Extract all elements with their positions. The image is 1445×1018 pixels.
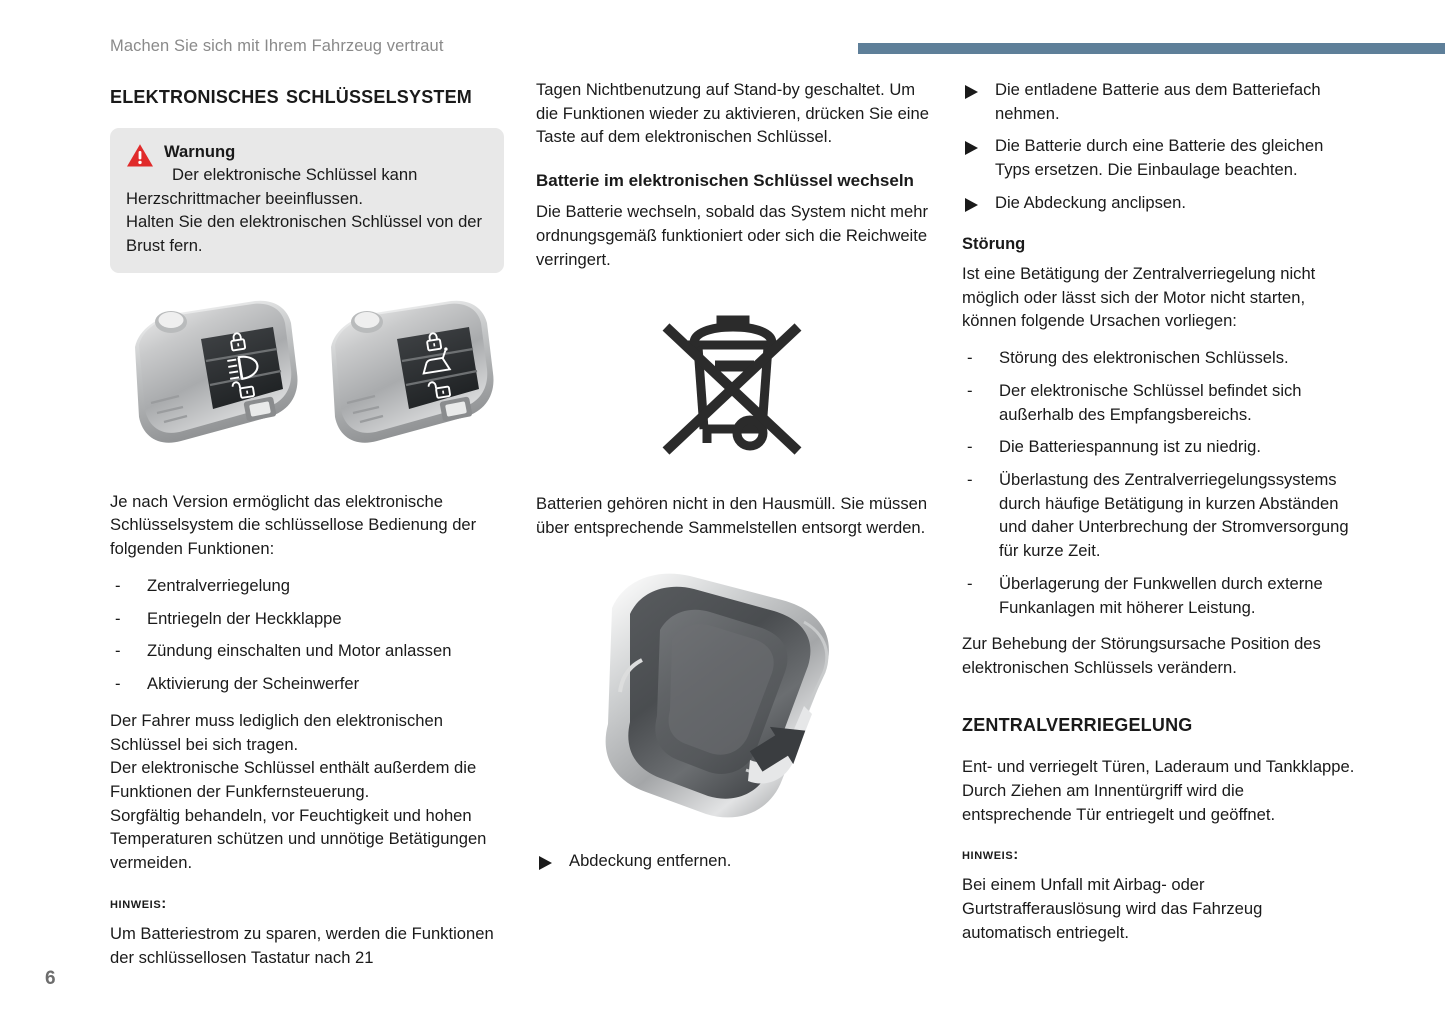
figure-weee-symbol xyxy=(536,311,930,466)
figure-two-key-fobs xyxy=(110,295,504,470)
warning-line-2: Herzschrittmacher beeinflussen. xyxy=(126,188,364,208)
list-item: - Zündung einschalten und Motor anlassen xyxy=(110,639,504,663)
subheading-battery-change: Batterie im elektronischen Schlüssel wechseln xyxy=(536,171,914,191)
warning-header-row xyxy=(126,141,488,187)
section-title-electronic-key-system: elektronisches schlüsselsystem xyxy=(110,81,472,109)
keyless-functions-list xyxy=(110,574,504,696)
page-running-header xyxy=(110,32,1445,60)
list-item: - Der elektronische Schlüssel befindet sich außerhalb des Empfangsbereichs. xyxy=(962,379,1356,426)
driver-paragraph-3: Sorgfältig behandeln, vor Feuchtigkeit und hohen Temperaturen schützen und unnötige Betätigungen vermeiden. xyxy=(110,805,487,873)
column-three xyxy=(962,78,1356,958)
warning-title-and-first-line xyxy=(164,141,417,187)
list-item: - Zentralverriegelung xyxy=(110,574,504,598)
page-body-columns xyxy=(0,78,1445,968)
note-text: Um Batteriestrom zu sparen, werden die Funktionen der schlüssellosen Tastatur nach 21 xyxy=(110,923,494,967)
list-item: Die entladene Batterie aus dem Batteriefach nehmen. xyxy=(962,78,1356,125)
page-number: 6 xyxy=(45,968,56,989)
list-item: - Entriegeln der Heckklappe xyxy=(110,607,504,631)
list-item: Die Batterie durch eine Batterie des gleichen Typs ersetzen. Die Einbaulage beachten. xyxy=(962,134,1356,181)
fault-intro-paragraph: Ist eine Betätigung der Zentralverriegelung nicht möglich oder lässt sich der Motor nicht starten, können folgende Ursachen vorliegen: xyxy=(962,264,1316,331)
list-item: - Aktivierung der Scheinwerfer xyxy=(110,672,504,696)
note-label: hinweis: xyxy=(110,894,167,912)
list-item: Die Abdeckung anclipsen. xyxy=(962,191,1356,215)
column-two xyxy=(536,78,930,873)
note-label: hinweis: xyxy=(962,846,1019,864)
warning-line-3: Halten Sie den elektronischen Schlüssel von der Brust fern. xyxy=(126,212,483,256)
crossed-out-wheelie-bin-icon xyxy=(658,311,808,461)
battery-change-paragraph: Die Batterie wechseln, sobald das System nicht mehr ordnungsgemäß funktioniert oder sich die Reichweite verringert. xyxy=(536,202,928,269)
header-chapter-title: Machen Sie sich mit Ihrem Fahrzeug vertraut xyxy=(110,37,444,55)
warning-line-1: Der elektronische Schlüssel kann xyxy=(172,164,418,184)
note-text: Bei einem Unfall mit Airbag- oder Gurtstrafferauslösung wird das Fahrzeug automatisch entriegelt. xyxy=(962,875,1263,942)
fault-causes-list xyxy=(962,346,1356,619)
battery-disposal-paragraph: Batterien gehören nicht in den Hausmüll. Sie müssen über entsprechende Sammelstellen entsorgt werden. xyxy=(536,494,928,538)
two-key-fobs-illustration xyxy=(117,295,497,465)
standby-continuation-paragraph: Tagen Nichtbenutzung auf Stand-by geschaltet. Um die Funktionen wieder zu aktivieren, drücken Sie eine Taste auf dem elektronischen Schlüssel. xyxy=(536,80,929,147)
header-accent-rule xyxy=(858,43,1445,54)
driver-paragraph-2: Der elektronische Schlüssel enthält außerdem die Funktionen der Funkfernsteuerung. xyxy=(110,758,477,801)
list-item: - Störung des elektronischen Schlüssels. xyxy=(962,346,1356,370)
list-item: - Die Batteriespannung ist zu niedrig. xyxy=(962,435,1356,459)
column-one xyxy=(110,78,504,982)
fault-remedy-paragraph: Zur Behebung der Störungsursache Position des elektronischen Schlüssels verändern. xyxy=(962,634,1321,678)
battery-replacement-steps xyxy=(962,78,1356,215)
figure-caption-remove-cover: Abdeckung entfernen. xyxy=(536,849,930,873)
driver-paragraph-1: Der Fahrer muss lediglich den elektronischen Schlüssel bei sich tragen. xyxy=(110,710,443,754)
subheading-fault: Störung xyxy=(962,234,1026,253)
section-title-central-locking: zentralverriegelung xyxy=(962,708,1193,737)
key-fob-right xyxy=(331,300,493,442)
central-locking-paragraph-1: Ent- und verriegelt Türen, Laderaum und Tankklappe. xyxy=(962,757,1355,777)
intro-paragraph: Je nach Version ermöglicht das elektronische Schlüsselsystem die schlüssellose Bedienung der folgenden Funktionen: xyxy=(110,491,477,559)
electronic-key-cover-removal-illustration xyxy=(568,564,898,834)
warning-triangle-icon xyxy=(126,143,154,168)
key-fob-left xyxy=(135,300,297,442)
central-locking-paragraph-2: Durch Ziehen am Innentürgriff wird die entsprechende Tür entriegelt und geöffnet. xyxy=(962,781,1276,824)
list-item: - Überlastung des Zentralverriegelungssystems durch häufige Betätigung in kurzen Abständen und daher Unterbrechung der Stromversorgung für kurze Zeit. xyxy=(962,468,1356,563)
figure-key-cover-removal xyxy=(536,564,930,839)
list-item: - Überlagerung der Funkwellen durch externe Funkanlagen mit höherer Leistung. xyxy=(962,572,1356,619)
warning-title: Warnung xyxy=(164,141,236,161)
warning-callout xyxy=(110,128,504,273)
